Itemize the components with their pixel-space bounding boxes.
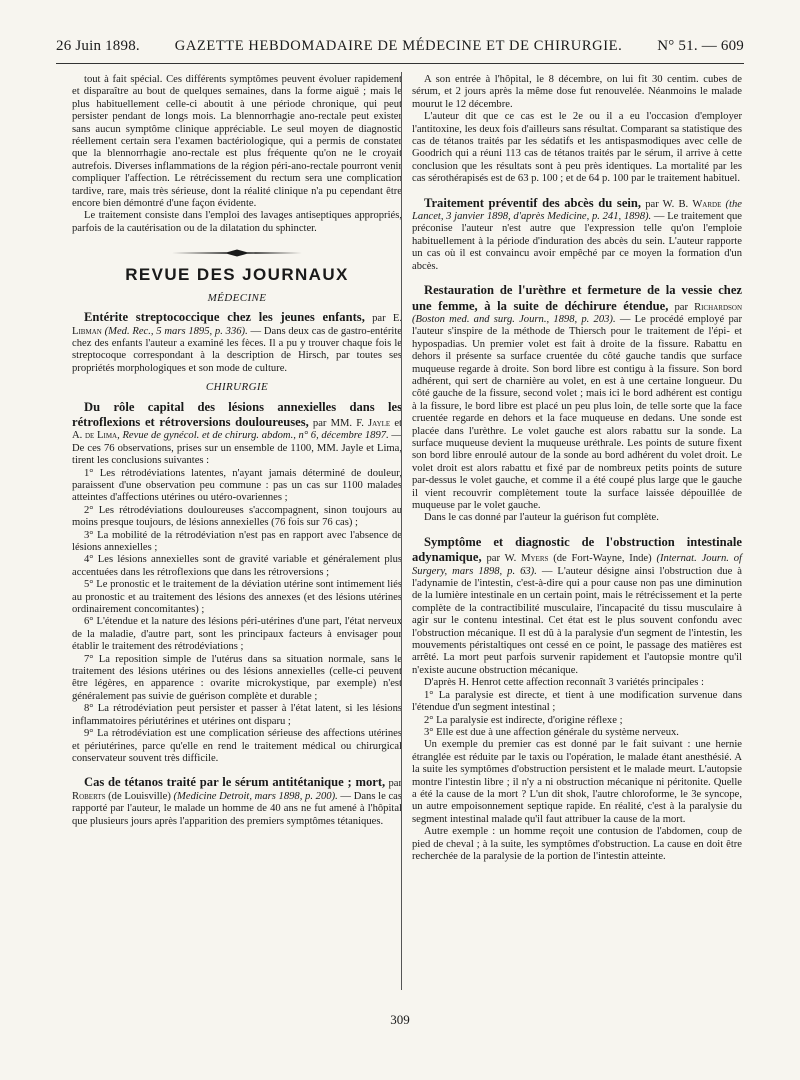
section-title: REVUE DES JOURNAUX [125,265,349,285]
divider-ornament-icon [172,249,302,257]
header-rule [56,63,744,64]
list-item: 1° La paralysie est directe, et tient à une modification survenue dans l'étendue d'un segment intestinal ; [412,689,742,714]
list-item: 3° La mobilité de la rétrodéviation n'est pas en rapport avec l'absence de lésions annexielles ; [72,529,402,553]
issue-date: 26 Juin 1898. [56,38,140,54]
list-item: 2° La paralysie est indirecte, d'origine réflexe ; [424,714,623,726]
right-column [412,74,742,863]
paragraph: D'après H. Henrot cette affection reconnaît 3 variétés principales : [424,677,704,689]
article-title: Du rôle capital des lésions annexielles dans les rétroflexions et rétroversions douloureuses, [72,399,402,429]
article-entry: Du rôle capital des lésions annexielles dans les rétroflexions et rétroversions douloureuses, par MM. F. Jayle et A. de Lima, Revue de gynécol. et de chirurg. abdom., n° 6, décembre 1897. — De ces 76 observations, prises sur un ensemble de 1100, MM. Jayle et Lima, tirent les conclusions suivantes : [72,399,403,467]
column-rule [401,72,402,990]
article-entry: Traitement préventif des abcès du sein, par W. B. Warde (the Lancet, 3 janvier 1898, d'après Medicine, p. 241, 1898). — Le traitement que préconise l'auteur n'est autre que l'expression telle qu'on l'emploie habituellement à la période d'induration des abcès du sein. L'auteur rapporte un cas où il est convaincu avoir empêché par ce moyen la formation d'un abcès. [412,195,742,272]
citation: (Med. Rec., 5 mars 1895, p. 336). [104,325,248,337]
list-item: 3° Elle est due à une affection générale du système nerveux. [424,726,679,738]
article-body: — L'auteur désigne ainsi l'obstruction due à l'adynamie de l'intestin, c'est-à-dire qui a pour cause non pas une diminution de la lumière intestinale en un certain point, mais le rétrécissement et la perte complète de la contractibilité musculaire, l'incapacité du tissu musculaire à agir sur le contenu intestinal. Cet état est le plus souvent confondu avec l'obstruction mécanique. Il est dû à la paralysie d'un segment de l'intestin, les mouvements péristaltiques ont cessé en ce point, le passage des matières est arrêté. La mort peut parfois survenir rapidement et l'autopsie montre qu'il n'existe aucune obstruction mécanique. [412,565,742,676]
article-body: — De ces 76 observations, prises sur un ensemble de 1100, MM. Jayle et Lima, tirent les conclusions suivantes : [72,430,403,467]
ornamental-divider [72,249,402,257]
author: Myers [521,553,549,565]
article-entry: Restauration de l'urèthre et fermeture de la vessie chez une femme, à la suite de déchirure étendue, par Richardson (Boston med. and surg. Journ., 1898, p. 203). — Le procédé employé par l'auteur s'inspire de la méthode de Thiersch pour le traitement de l'épi- et hypospadias. Un premier volet est fait à droite de la fissure. Rabattu en dehors il présente sa surface cruentée du côté gauche tandis que surface muqueuse regarde à droite. Son bord libre est contigu à la fissure. Son bord adhérent, qui sert de charnière au volet, en est à une certaine longueur. Du côté gauche de la fissure, second volet ; mais ici le bord adhérent est contigu à la fissure, le bord libre est placé un peu plus loin, de telle sorte que la face cruentée regarde en dehors et la face muqueuse en dedans. Une sonde est placée dans l'urèthre. Le volet gauche est alors rabattu sur la sonde. La surface muqueuse devient la muqueuse uréthrale. Les points de suture fixent son bord libre enroulé autour de la sonde au bord adhérent du volet droit. Le volet droit est alors rabattu et fixé par de nombreux petits points de suture par-dessus le volet gauche, et comme il a été coupé plus large que le gauche il vient recouvrir complètement toute la surface laissée dépouillée de muqueuse par le volet gauche. [412,283,743,511]
article-entry: Symptôme et diagnostic de l'obstruction intestinale adynamique, par W. Myers (de Fort-Wayne, Inde) (Internat. Journ. of Surgery, mars 1898, p. 63). — L'auteur désigne ainsi l'obstruction due à l'adynamie de l'intestin, c'est-à-dire qui a pour cause non pas une diminution de la lumière intestinale en un certain point, mais le rétrécissement et la perte complète de la contractibilité musculaire, l'incapacité du tissu musculaire à agir sur le contenu intestinal. Cet état est le plus souvent confondu avec l'obstruction mécanique. Il est dû à la paralysie d'un segment de l'intestin, les mouvements péristaltiques ont cessé en ce point, le passage des matières est arrêté. La mort peut parfois survenir rapidement et l'autopsie montre qu'il n'existe aucune obstruction mécanique. [412,534,742,676]
paragraph: tout à fait spécial. Ces différents symptômes peuvent évoluer rapidement et disparaître au bout de quelques semaines, dans la forme aiguë ; mais le plus habituellement celle-ci aboutit à une période chronique, qui peut persister pendant de longs mois. La blennorrhagie ano-rectale peut exister sans aucun symptôme clinique appréciable. Le seul moyen de diagnostic réellement certain sera l'examen bactériologique, qui a permis de constater que la blennorrhagie ano-rectale est plus fréquente qu'on ne le croyait autrefois. Diverses inflammations de la région péri-ano-rectale pourront venir compliquer l'affection. Le rétrécissement du rectum sera une complication tardive, rare, mais très sérieuse, dont la réalité clinique n'a pu cependant être encore bien démontré d'une façon évidente. [72,74,402,210]
article-title: Symptôme et diagnostic de l'obstruction intestinale adynamique, [412,534,742,565]
list-item: 2° Les rétrodéviations douloureuses s'accompagnent, sinon toujours au moins presque toujours, de lésions annexielles (76 fois sur 76 cas) ; [72,504,402,529]
author: de Lima [85,430,118,442]
list-item: 4° Les lésions annexielles sont de gravité variable et généralement plus accentuées dans les rétroflexions que dans les rétroversions ; [72,554,402,578]
author: Libman [72,325,102,337]
author: Roberts [72,790,106,802]
list-item: 1° Les rétrodéviations latentes, n'ayant jamais déterminé de douleur, paraissent d'une observation peu commune : pas un cas sur 1100 malades atteintes d'affections utérines ou utéro-ovariennes ; [72,467,402,504]
article-entry: Cas de tétanos traité par le sérum antitétanique ; mort, par Roberts (de Louisville) (Medicine Detroit, mars 1898, p. 200). — Dans le cas rapporté par l'auteur, le malade un homme de 40 ans ne fut amené à l'hôpital que plusieurs jours après l'apparition des premiers symptômes tétaniques. [72,775,402,827]
citation: , Revue de gynécol. et de chirurg. abdom., n° 6, décembre 1897. [117,430,389,442]
list-item: 7° La reposition simple de l'utérus dans sa situation normale, sans le traitement des lésions utérines ou des lésions annexielles (celle-ci peuvent être légères, en apparence : ovarite microkystique, par exemple) n'est généralement pas suivie de guérison complète et durable ; [72,653,402,702]
article-body: — Le traitement que préconise l'auteur n'est autre que l'expression telle qu'on l'emploie habituellement à la période d'induration des abcès du sein. L'auteur rapporte un cas où il est convaincu avoir empêché par ce moyen la formation d'un abcès. [412,211,742,272]
left-column [72,74,402,828]
article-title: Entérite streptococcique chez les jeunes enfants, [84,310,365,325]
article-title: Cas de tétanos traité par le sérum antitétanique ; mort, [84,775,386,790]
paragraph: Dans le cas donné par l'auteur la guérison fut complète. [424,512,659,524]
list-item: 9° La rétrodéviation est une complication sérieuse des affections utérines et périutérines, parce qu'elle en rend le traitement médical ou chirurgical conservateur souvent très difficile. [72,728,402,764]
article-title: Restauration de l'urèthre et fermeture de la vessie chez une femme, à la suite de déchirure étendue, [412,283,742,313]
journal-title: GAZETTE HEBDOMADAIRE DE MÉDECINE ET DE CHIRURGIE. [174,38,623,54]
list-item: 8° La rétrodéviation peut persister et passer à l'état latent, si les lésions inflammatoires périutérines et utérines ont disparu ; [72,703,402,727]
author: Jayle [368,417,391,429]
citation: (Internat. Journ. of Surgery, mars 1898, p. 63). [412,553,742,577]
article-body: — Dans le cas rapporté par l'auteur, le malade un homme de 40 ans ne fut amené à l'hôpital que plusieurs jours après l'apparition des premiers symptômes tétaniques. [72,790,402,827]
page-folio: 309 [390,1012,410,1027]
citation: (Medicine Detroit, mars 1898, p. 200). [173,790,338,802]
article-title: Traitement préventif des abcès du sein, [424,195,642,210]
paragraph: A son entrée à l'hôpital, le 8 décembre, on lui fit 30 centim. cubes de sérum, et 2 jours après la même dose fut renouvelée. Néanmoins le malade mourut le 12 décembre. [412,74,742,110]
list-item: 6° L'étendue et la nature des lésions péri-utérines d'une part, l'état nerveux de la maladie, d'autre part, sont les principaux facteurs à envisager pour établir le traitement des rétrodéviations ; [72,616,402,653]
author: Richardson [694,301,743,313]
running-head [56,38,744,62]
paragraph: Le traitement consiste dans l'emploi des lavages antiseptiques appropriés, parfois de la cautérisation ou de la dilatation du sphincter. [72,210,402,234]
paragraph: L'auteur dit que ce cas est le 2e ou il a eu l'occasion d'employer l'antitoxine, les deux fois d'ailleurs sans résultat. Comparant sa statistique des cas de tétanos traités par les sédatifs et les antispasmodiques avec celle de Goodrich qui a réuni 113 cas de tétanos traités par le sérum, il arrive à cette conclusion que les résultats sont à peu près identiques. La mortalité par les cas sérothérapisés est de 63 p. 100 ; et de 64 p. 100 par le traitement habituel. [412,111,742,185]
author: Warde [692,198,722,210]
list-item: 5° Le pronostic et le traitement de la déviation utérine sont intimement liés au pronostic et au traitement des lésions des annexes (et des lésions utérines ordinairement concomitantes) ; [72,579,402,616]
article-entry: Entérite streptococcique chez les jeunes enfants, par E. Libman (Med. Rec., 5 mars 1895, p. 336). — Dans deux cas de gastro-entérite chez des enfants l'auteur a examiné les fèces. Il a pu y trouver chaque fois le streptocoque correspondant à la description de Hirsch, par toutes ses propriétés morphologiques et son mode de culture. [72,310,402,374]
paragraph: Un exemple du premier cas est donné par le fait suivant : une hernie étranglée est réduite par le taxis ou l'opération, le malade étant anesthésié. A la suite les symptômes d'obstruction persistent et le malade meurt. L'autopsie montre l'intestin libre ; il n'y a ni obstruction mécanique ni péritonite. Quelle a été la cause de la mort ? L'un dit shok, l'autre chloroforme, le 3e syncope, un autre empoisonnement septique rapide. En réalité, c'est à la paralysie du segment intestinal malade qu'il faut attribuer la cause de la mort. [412,739,742,825]
issue-number-page: N° 51. — 609 [657,38,744,54]
article-body: — Dans deux cas de gastro-entérite chez des enfants l'auteur a examiné les fèces. Il a pu y trouver chaque fois le streptocoque correspondant à la description de Hirsch, par toutes ses propriétés morphologiques et son mode de culture. [72,325,402,374]
citation: (the Lancet, 3 janvier 1898, d'après Medicine, p. 241, 1898). [412,198,742,223]
article-body: — Le procédé employé par l'auteur s'inspire de la méthode de Thiersch pour le traitement de l'épi- et hypospadias. Un premier volet est fait à droite de la fissure. Rabattu en dehors il présente sa surface cruentée du côté gauche tandis que surface muqueuse regarde à droite. Son bord libre est contigu à la fissure. Son bord adhérent, qui sert de charnière au volet, en est à une certaine longueur. Du côté gauche de la fissure, second volet ; mais ici le bord adhérent est contigu à la fissure, le bord libre est placé un peu plus loin, de telle sorte que la face cruentée regarde en dehors et la face muqueuse en dedans. Une sonde est placée dans l'urèthre. Le volet gauche est alors rabattu sur la sonde. La surface muqueuse devient la muqueuse uréthrale. Les points de suture fixent son bord libre enroulé autour de la sonde au bord adhérent du volet droit. Le volet droit est alors rabattu et fixé par de nombreux petits points de suture par-dessus le volet gauche, et comme il a été coupé plus large que le gauche il vient recouvrir complètement toute la surface laissée dépouillée de muqueuse par le volet gauche. [412,313,743,511]
paragraph: Autre exemple : un homme reçoit une contusion de l'abdomen, coup de pied de cheval ; à la suite, les symptômes d'obstruction. La cause en doit être recherchée de la paralysie de la portion de l'intestin atteinte. [412,826,742,862]
citation: (Boston med. and surg. Journ., 1898, p. 203). [412,313,616,325]
rubric-medecine: MÉDECINE [207,291,267,304]
rubric-chirurgie: CHIRURGIE [205,381,269,394]
